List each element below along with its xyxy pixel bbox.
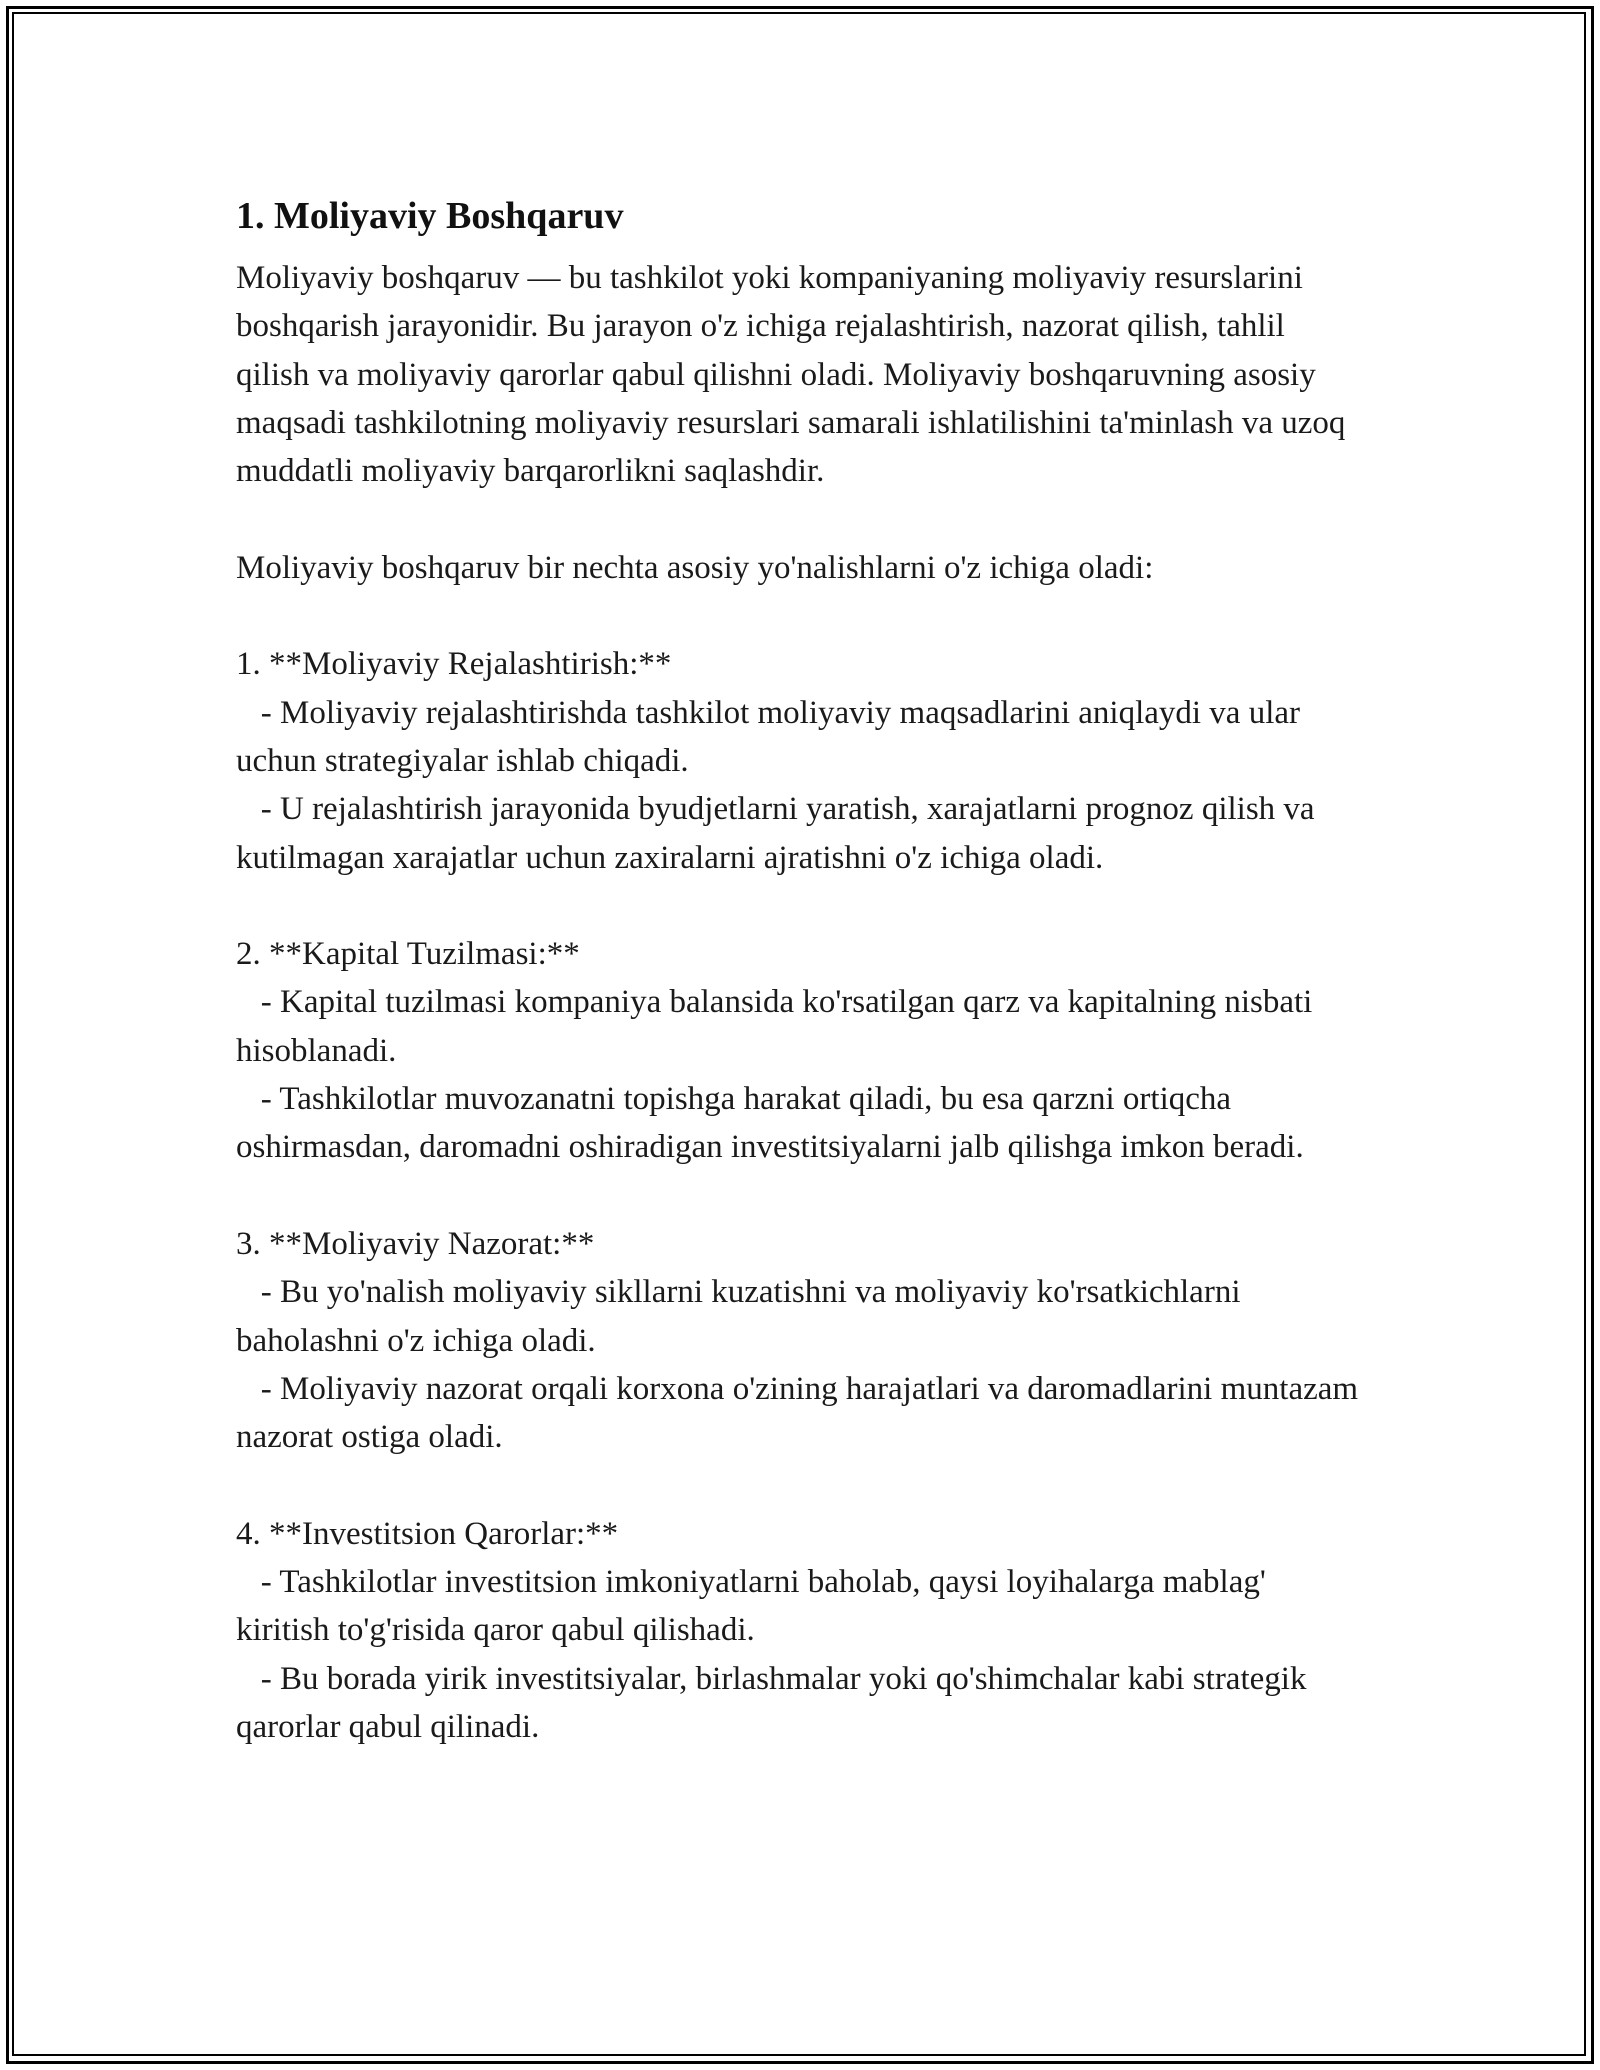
section-heading: 1. **Moliyaviy Rejalashtirish:** xyxy=(236,646,672,683)
section-bullet: - U rejalashtirish jarayonida byudjetlarni yaratish, xarajatlarni prognoz qilish va kutilmagan xarajatlar uchun zaxiralarni ajratishni o'z ichiga oladi. xyxy=(236,791,1323,876)
lead-paragraph: Moliyaviy boshqaruv bir nechta asosiy yo'nalishlarni o'z ichiga oladi: xyxy=(236,549,1154,586)
section-heading: 3. **Moliyaviy Nazorat:** xyxy=(236,1225,595,1262)
section-bullet: - Moliyaviy rejalashtirishda tashkilot moliyaviy maqsadlarini aniqlaydi va ular uchun strategiyalar ishlab chiqadi. xyxy=(236,694,1309,779)
document-body xyxy=(236,186,1366,1751)
section-bullet: - Moliyaviy nazorat orqali korxona o'zining harajatlari va daromadlarini muntazam nazorat ostiga oladi. xyxy=(236,1370,1367,1456)
section-bullet: - Tashkilotlar investitsion imkoniyatlarni baholab, qaysi loyihalarga mablag' kiritish to'g'risida qaror qabul qilishadi. xyxy=(236,1564,1275,1649)
section-heading: 4. **Investitsion Qarorlar:** xyxy=(236,1515,619,1552)
section-heading: 2. **Kapital Tuzilmasi:** xyxy=(236,936,580,973)
section-bullet: - Bu borada yirik investitsiyalar, birlashmalar yoki qo'shimchalar kabi strategik qarorlar qabul qilinadi. xyxy=(236,1660,1315,1745)
intro-paragraph: Moliyaviy boshqaruv — bu tashkilot yoki kompaniyaning moliyaviy resurslarini boshqarish jarayonidir. Bu jarayon o'z ichiga rejalashtirish, nazorat qilish, tahlil qilish va moliyaviy qarorlar qabul qilishni oladi. Moliyaviy boshqaruvning asosiy maqsadi tashkilotning moliyaviy resurslari samarali ishlatilishini ta'minlash va uzoq muddatli moliyaviy barqarorlikni saqlashdir. xyxy=(236,260,1354,490)
section-bullet: - Tashkilotlar muvozanatni topishga harakat qiladi, bu esa qarzni ortiqcha oshirmasdan, daromadni oshiradigan investitsiyalarni jalb qilishga imkon beradi. xyxy=(236,1081,1304,1166)
document-title: 1. Moliyaviy Boshqaruv xyxy=(236,195,624,237)
spacer xyxy=(236,592,1366,640)
section-bullet: - Kapital tuzilmasi kompaniya balansida ko'rsatilgan qarz va kapitalning nisbati hisoblanadi. xyxy=(236,984,1321,1069)
spacer xyxy=(236,1461,1366,1509)
section-2 xyxy=(236,930,1366,1171)
spacer xyxy=(236,495,1366,543)
spacer xyxy=(236,882,1366,930)
section-1 xyxy=(236,640,1366,881)
section-4 xyxy=(236,1510,1366,1751)
spacer xyxy=(236,1172,1366,1220)
section-bullet: - Bu yo'nalish moliyaviy sikllarni kuzatishni va moliyaviy ko'rsatkichlarni baholashni o'z ichiga oladi. xyxy=(236,1274,1249,1359)
section-3 xyxy=(236,1220,1366,1461)
